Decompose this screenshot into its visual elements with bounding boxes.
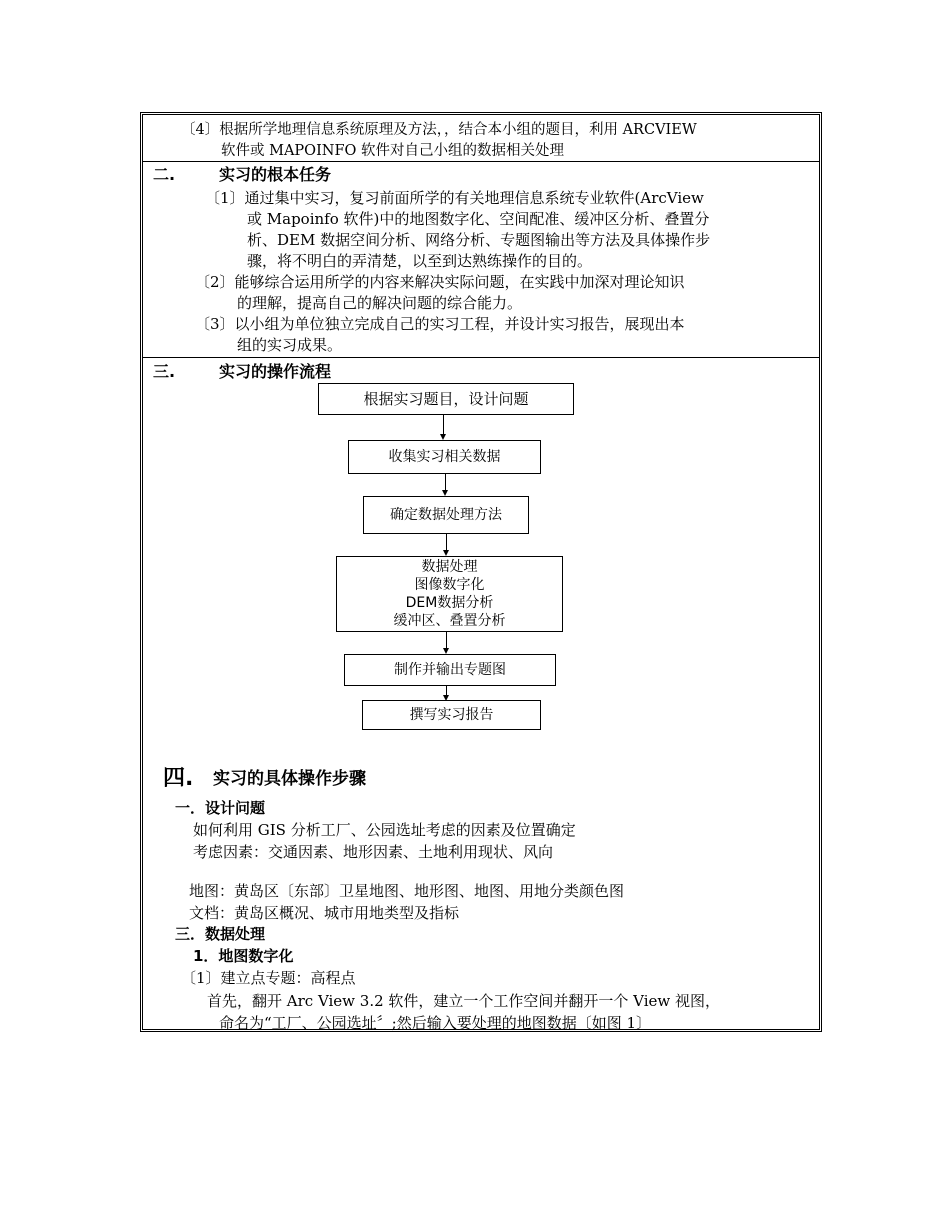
section4-para-line1: 首先，翻开 Arc View 3.2 软件，建立一个工作空间并翻开一个 View 视图， bbox=[207, 992, 721, 1010]
document-frame bbox=[140, 112, 822, 1032]
section2-item2-line1: 〔2〕能够综合运用所学的内容来解决实际问题，在实践中加深对理论知识 bbox=[195, 273, 685, 291]
flow-step-design-question bbox=[318, 383, 574, 415]
section4-point-title: 〔1〕建立点专题：高程点 bbox=[181, 969, 356, 987]
flow-connector-3 bbox=[446, 534, 447, 551]
flow-step4-line3: DEM数据分析 bbox=[405, 595, 494, 611]
flow-step4-line1: 数据处理 bbox=[421, 559, 478, 575]
flow-connector-1 bbox=[443, 415, 444, 435]
flow-step4-line2: 图像数字化 bbox=[414, 577, 485, 593]
divider-2 bbox=[143, 357, 819, 358]
flow-step2-label: 收集实习相关数据 bbox=[388, 448, 501, 465]
flow-step1-label: 根据实习题目，设计问题 bbox=[363, 389, 529, 408]
section2-item1-line1: 〔1〕通过集中实习，复习前面所学的有关地理信息系统专业软件(ArcView bbox=[205, 189, 704, 207]
section2-item3-line2: 组的实习成果。 bbox=[237, 336, 343, 354]
section3-number: 三. bbox=[153, 362, 176, 381]
flow-connector-2 bbox=[445, 474, 446, 491]
section4-doc-line: 文档：黄岛区概况、城市用地类型及指标 bbox=[189, 904, 460, 922]
section2-item2-line2: 的理解，提高自己的解决问题的综合能力。 bbox=[237, 294, 523, 312]
section4-sub1-line2: 考虑因素：交通因素、地形因素、土地利用现状、风向 bbox=[193, 843, 554, 861]
flow-step3-label: 确定数据处理方法 bbox=[390, 506, 502, 523]
section1-item4-line1: 〔4〕根据所学地理信息系统原理及方法，，结合本小组的题目，利用 ARCVIEW bbox=[181, 122, 697, 138]
flow-step6-label: 撰写实习报告 bbox=[409, 706, 494, 723]
section3-title: 实习的操作流程 bbox=[219, 362, 332, 381]
section4-sub1-title: 一．设计问题 bbox=[175, 799, 266, 817]
section2-number: 二. bbox=[153, 165, 176, 184]
flow-connector-4 bbox=[446, 632, 447, 649]
section2-item1-line2: 或 Mapoinfo 软件)中的地图数字化、空间配准、缓冲区分析、叠置分 bbox=[247, 210, 710, 228]
section2-item3-line1: 〔3〕以小组为单位独立完成自己的实习工程，并设计实习报告，展现出本 bbox=[195, 315, 685, 333]
section2-title: 实习的根本任务 bbox=[219, 165, 332, 184]
flow-step-data-processing bbox=[336, 556, 563, 632]
section2-item1-line3: 析、DEM 数据空间分析、网络分析、专题图输出等方法及具体操作步 bbox=[247, 231, 711, 249]
section4-para-line2: 命名为“工厂、公园选址〞;然后输入要处理的地图数据〔如图 1〕 bbox=[219, 1014, 652, 1032]
flow-step-thematic-map bbox=[344, 654, 556, 686]
divider-1 bbox=[143, 161, 819, 162]
section2-item1-line4: 骤，将不明白的弄清楚，以至到达熟练操作的目的。 bbox=[247, 252, 593, 270]
section1-item4-line2: 软件或 MAPOINFO 软件对自己小组的数据相关处理 bbox=[221, 143, 565, 159]
flow-step-collect-data bbox=[348, 440, 541, 474]
flow-step5-label: 制作并输出专题图 bbox=[394, 661, 506, 678]
section4-sub1-line1: 如何利用 GIS 分析工厂、公园选址考虑的因素及位置确定 bbox=[193, 821, 576, 839]
section4-title: 实习的具体操作步骤 bbox=[213, 769, 366, 789]
flow-step4-line4: 缓冲区、叠置分析 bbox=[393, 613, 506, 629]
section4-map-line: 地图：黄岛区〔东部〕卫星地图、地形图、地图、用地分类颜色图 bbox=[189, 882, 625, 900]
section4-number: 四. bbox=[163, 766, 194, 791]
flow-step-report bbox=[362, 700, 541, 730]
section4-sub3-title: 三．数据处理 bbox=[175, 925, 266, 943]
flow-step-method bbox=[363, 496, 529, 534]
section4-sub3-1-title: 1．地图数字化 bbox=[193, 947, 294, 965]
